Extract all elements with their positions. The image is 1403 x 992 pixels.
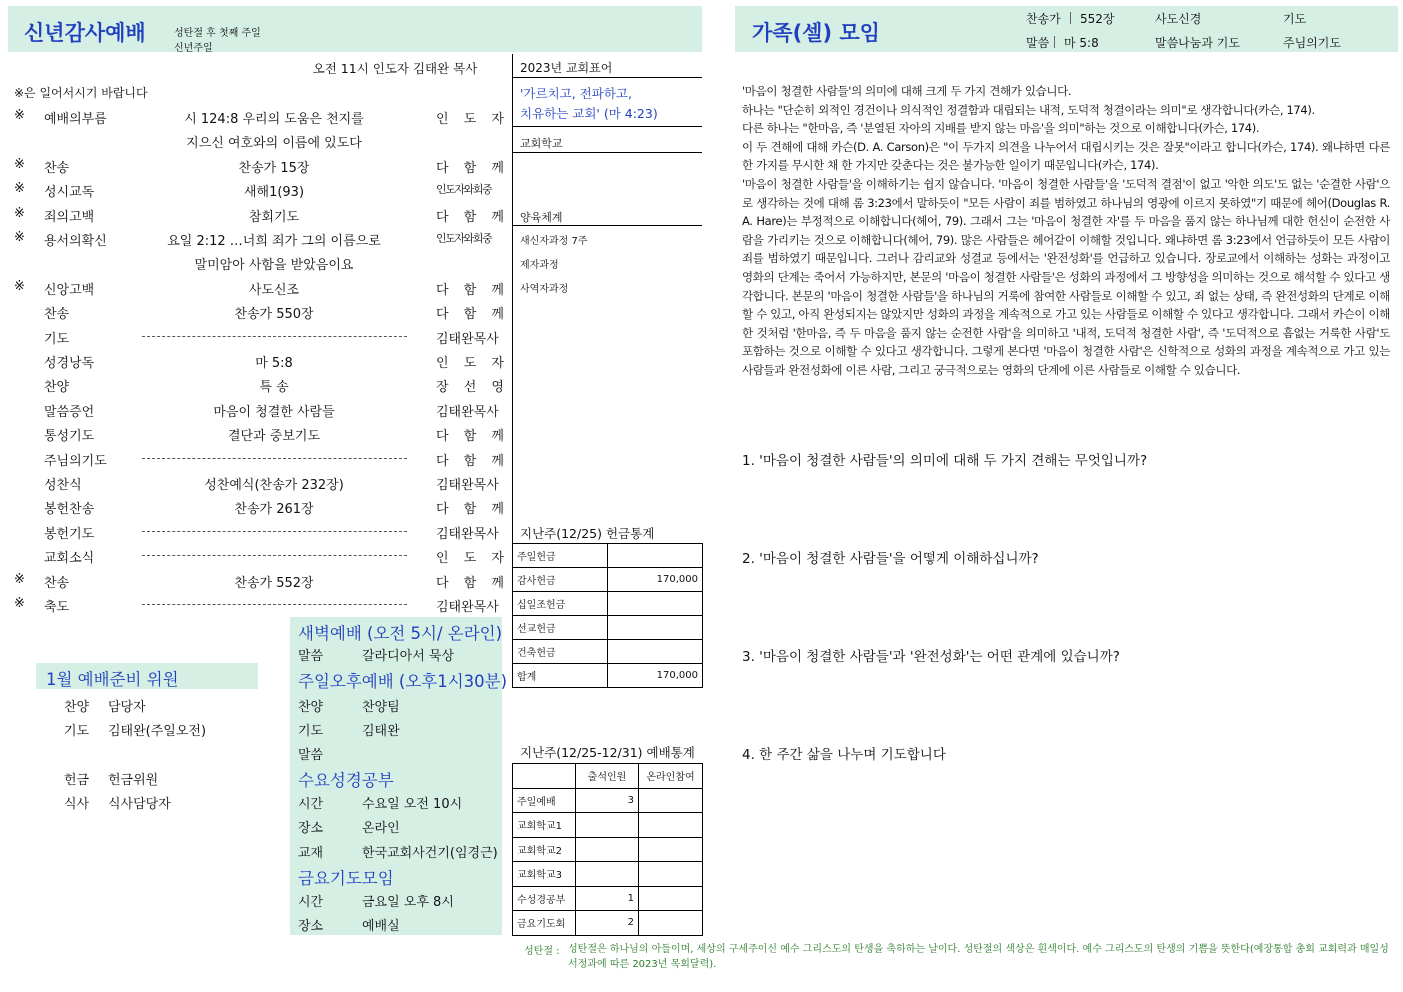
order-item-name: 성경낭독 <box>44 356 95 371</box>
lords-prayer-label: 주님의기도 <box>1283 36 1341 50</box>
order-item-content: 참회기도 <box>248 209 300 225</box>
order-item-leader: 인 도 자 <box>436 112 504 127</box>
stand-mark: ※ <box>14 108 25 123</box>
offering-label: 감사헌금 <box>513 568 608 592</box>
order-item-content: 사도신조 <box>248 282 300 298</box>
attendance-title: 지난주(12/25-12/31) 예배통계 <box>520 745 695 760</box>
order-row <box>0 153 510 178</box>
offering-table <box>512 543 703 688</box>
article-paragraph: '마음이 청결한 사람들'의 의미에 대해 크게 두 가지 견해가 있습니다. <box>742 84 1072 98</box>
attendance-label: 교회학교1 <box>513 813 576 838</box>
attendance-count: 2 <box>576 911 639 936</box>
afternoon-key: 기도 <box>298 724 324 739</box>
friday-key: 시간 <box>298 895 324 910</box>
dawn-title: 새벽예배 (오전 5시/ 온라인) <box>298 624 503 643</box>
order-row <box>0 543 510 568</box>
attendance-table <box>512 763 703 936</box>
attendance-count: 3 <box>576 788 639 813</box>
question-3: 3. '마음이 청결한 사람들'과 '완전성화'는 어떤 관계에 있습니까? <box>742 649 1120 665</box>
offering-amount <box>608 640 703 664</box>
order-item-leader: 김태완목사 <box>436 600 499 615</box>
offering-amount <box>608 616 703 640</box>
table-row <box>513 568 703 592</box>
order-item-content: 시 124:8 우리의 도움은 천지를 <box>184 112 364 127</box>
article-paragraph: 다른 하나는 "한마음, 즉 '분열된 자아의 지배를 받지 않는 마음'을 의미"하는 것으로 이해합니다(카슨, 174). <box>742 121 1260 136</box>
stand-mark: ※ <box>14 230 25 245</box>
offering-amount: 170,000 <box>608 568 703 592</box>
cell-meeting-title: 가족(셀) 모임 <box>752 21 880 45</box>
hymn-sep <box>1070 12 1071 24</box>
wednesday-key: 시간 <box>298 797 324 812</box>
prayer-label: 기도 <box>1283 12 1307 26</box>
article-paragraph: '마음이 청결한 사람들'을 이해하기는 쉽지 않습니다. '마음이 청결한 사람들'을 '도덕적 결점'이 없고 '악한 의도'도 없는 '순결한 사람'으로 생각하는 것에 대해 롬 3:23에서 말하듯이 "모든 사람이 죄를 범하였고 하나님의 영광에 이르지 못하였"기 때문에 헤어(Douglas R. A. Hare)는 부정적으로 이해합니다(헤어, 79). 그래서 그는 '마음이 청결한 자'를 두 마음을 품지 않는 하나님께 대한 헌신이 순전한 사람을 가리키는 것으로 이해합니다(헤어, 79). 많은 사람들은 헤어같이 이해할 것입니다. 왜냐하면 롬 3:23에서 언급하듯이 모든 사람이 죄를 범하였기 때문입니다. 그러나 감리교와 성결교 등에서는 '완전성화'를 언급하고 있습니다. 장로교에서 이해하는 성화는 과정이고 영화의 단계는 죽어서 가능하지만, 본문의 '마음이 청결한 사람들'은 성화의 과정에서 그 방향성을 의미하는 것으로 해석할 수 있다고 생각합니다. 본문의 '마음이 청결한 사람들'을 하나님의 거룩에 참여한 사람들로 이해할 수 있고, 죄 없는 상태, 즉 완전성화의 단계로 이해할 수 있고, 아직 완성되지는 않았지만 성화의 과정을 계속적으로 가고 있는 사람들로 이해할 수 있다고 생각합니다. 그래서 카슨이 이해한 것처럼 '한마음, 즉 두 마음을 품지 않는 순전한 사람'을 의미하고 '내적, 도덕적 청결한 사람', 즉 '도덕적으로 흠없는 거룩한 사람'도 포함하는 것으로 이해할 수 있다고 생각합니다. 그렇게 본다면 '마음이 청결한 사람'은 신학적으로 성화의 과정을 계속적으로 가고 있는 사람들과 완전성화에 이른 사람, 그리고 궁극적으로는 영화의 단계에 이른 사람들로 이해할 수 있습니다. <box>742 176 1390 377</box>
table-row <box>513 886 703 911</box>
order-item-name: 용서의확신 <box>44 234 107 249</box>
training-divider <box>512 225 702 226</box>
order-item-name: 신앙고백 <box>44 282 95 298</box>
online-count <box>639 862 703 887</box>
order-item-name: 죄의고백 <box>44 209 95 225</box>
online-count <box>639 837 703 862</box>
dashed-leader <box>142 336 407 337</box>
offering-label: 건축헌금 <box>513 640 608 664</box>
order-item-name: 성시교독 <box>44 185 95 201</box>
order-item-name: 봉헌기도 <box>44 526 95 542</box>
committee-key: 찬양 <box>64 700 90 715</box>
hymn-value: 552장 <box>1080 12 1115 26</box>
friday-key: 장소 <box>298 919 324 934</box>
order-item-content: 특 송 <box>259 380 289 396</box>
column-divider <box>512 54 513 616</box>
course-item: 사역자과정 <box>520 284 569 295</box>
online-count <box>639 911 703 936</box>
order-item-content: 찬송가 261장 <box>234 502 314 518</box>
committee-value: 담당자 <box>108 700 146 715</box>
order-item-name: 기도 <box>44 331 70 347</box>
page-title: 신년감사예배 <box>24 21 146 45</box>
order-item-leader: 김태완목사 <box>436 526 499 542</box>
order-item-content: 찬송가 15장 <box>238 160 310 176</box>
order-row <box>0 177 510 202</box>
attendance-count: 1 <box>576 886 639 911</box>
order-item-name: 찬양 <box>44 380 70 396</box>
offering-amount: 170,000 <box>608 664 703 688</box>
attendance-count <box>576 837 639 862</box>
course-item: 제자과정 <box>520 260 559 271</box>
table-row <box>513 862 703 887</box>
sharing-label: 말씀나눔과 기도 <box>1155 36 1240 50</box>
committee-value: 헌금위원 <box>108 773 159 788</box>
motto-line-1: '가르치고, 전파하고, <box>520 86 632 101</box>
question-1: 1. '마음이 청결한 사람들'의 의미에 대해 두 가지 견해는 무엇입니까? <box>742 453 1148 469</box>
committee-value: 식사담당자 <box>108 797 171 812</box>
order-item-leader: 다 함 께 <box>436 575 504 591</box>
friday-value: 금요일 오후 8시 <box>362 895 454 910</box>
dawn-value: 갈라디아서 묵상 <box>362 649 455 664</box>
order-row <box>0 372 510 397</box>
order-row <box>0 519 510 544</box>
article-body <box>742 82 1390 380</box>
article-paragraph: 이 두 견해에 대해 카슨(D. A. Carson)은 "이 두가지 의견을 나누어서 대립시키는 것은 잘못"이라고 합니다(카슨, 174). 왜냐하면 다른 한 가지를 무시한 채 한 가지만 갖춘다는 것은 불가능한 일이기 때문입니다(카슨, 174). <box>742 139 1390 173</box>
order-row <box>0 128 510 153</box>
table-row <box>513 813 703 838</box>
committee-key: 기도 <box>64 724 90 739</box>
table-row <box>513 664 703 688</box>
table-row <box>513 788 703 813</box>
order-row <box>0 470 510 495</box>
table-row <box>513 544 703 568</box>
order-item-name: 축도 <box>44 600 70 615</box>
order-item-leader: 다 함 께 <box>436 453 504 469</box>
service-time: 오전 11시 인도자 김태완 목사 <box>312 61 478 76</box>
word-value: 마 5:8 <box>1064 36 1099 50</box>
wednesday-key: 장소 <box>298 821 324 836</box>
order-item-leader: 김태완목사 <box>436 478 499 493</box>
hymn-label: 찬송가 <box>1026 12 1061 26</box>
order-row <box>0 421 510 446</box>
word-sep <box>1054 36 1055 48</box>
order-item-leader: 다 함 께 <box>436 209 504 225</box>
online-count <box>639 886 703 911</box>
order-item-name: 교회소식 <box>44 551 95 567</box>
order-row <box>0 592 510 617</box>
friday-title: 금요기도모임 <box>298 869 394 888</box>
order-item-leader: 김태완목사 <box>436 404 499 420</box>
attendance-label: 교회학교3 <box>513 862 576 887</box>
order-item-leader: 다 함 께 <box>436 307 504 323</box>
committee-key: 식사 <box>64 797 90 812</box>
offering-label: 십일조헌금 <box>513 592 608 616</box>
order-row <box>0 299 510 324</box>
creed-label: 사도신경 <box>1155 12 1202 26</box>
dashed-leader <box>142 458 407 459</box>
order-item-leader: 인도자와회중 <box>436 183 492 197</box>
footer-text: 성탄절은 하나님의 아들이며, 세상의 구세주이신 예수 그리스도의 탄생을 축하하는 날이다. 성탄절의 색상은 흰색이다. 예수 그리스도의 탄생의 기쁨을 뜻한다(예장통합 총회 교회력과 매일성서정과에 따른 2023년 목회달력). <box>568 944 1389 970</box>
order-row <box>0 324 510 349</box>
stand-mark: ※ <box>14 181 25 197</box>
motto-title: 2023년 교회표어 <box>520 61 613 75</box>
dashed-leader <box>142 555 407 556</box>
attendance-label: 주일예배 <box>513 788 576 813</box>
school-divider <box>512 152 702 153</box>
table-row <box>513 911 703 936</box>
order-item-leader: 다 함 께 <box>436 160 504 176</box>
stand-mark: ※ <box>14 205 25 221</box>
stand-mark: ※ <box>14 596 25 611</box>
order-item-content: 찬송가 550장 <box>234 307 314 323</box>
order-row <box>0 568 510 593</box>
dashed-leader <box>142 531 407 532</box>
order-item-leader: 인 도 자 <box>436 356 504 371</box>
order-item-content: 요일 2:12 …너희 죄가 그의 이름으로 <box>167 234 381 249</box>
order-item-content: 찬송가 552장 <box>234 575 314 591</box>
order-item-name: 주님의기도 <box>44 453 107 469</box>
motto-divider <box>512 77 702 78</box>
table-row <box>513 640 703 664</box>
article-paragraph: 하나는 "단순히 외적인 경건이나 의식적인 정결함과 대립되는 내적, 도덕적 청결이라는 의미"로 생각합니다(카슨, 174). <box>742 102 1315 117</box>
stand-mark: ※ <box>14 156 25 172</box>
offering-label: 선교헌금 <box>513 616 608 640</box>
order-row <box>0 104 510 129</box>
attendance-count <box>576 813 639 838</box>
table-row <box>513 837 703 862</box>
wednesday-value: 수요일 오전 10시 <box>362 797 463 812</box>
order-item-content: 결단과 중보기도 <box>227 429 321 445</box>
wednesday-key: 교재 <box>298 846 324 861</box>
stand-mark: ※ <box>14 278 25 294</box>
order-row <box>0 202 510 227</box>
wednesday-value: 한국교회사건기(임경근) <box>362 846 498 861</box>
afternoon-key: 찬양 <box>298 700 324 715</box>
order-item-leader: 김태완목사 <box>436 331 499 347</box>
col-header-online: 온라인참여 <box>639 764 703 789</box>
order-item-content: 말미암아 사함을 받았음이요 <box>194 258 354 274</box>
committee-value: 김태완(주일오전) <box>108 724 207 739</box>
wednesday-value: 온라인 <box>362 821 400 836</box>
attendance-label: 수성경공부 <box>513 886 576 911</box>
online-count <box>639 813 703 838</box>
attendance-label: 금요기도회 <box>513 911 576 936</box>
order-row <box>0 348 510 373</box>
order-item-name: 성찬식 <box>44 478 82 493</box>
training-label: 양육체계 <box>520 211 563 224</box>
order-item-leader: 다 함 께 <box>436 282 504 298</box>
order-item-name: 봉헌찬송 <box>44 502 95 518</box>
dawn-key: 말씀 <box>298 649 324 664</box>
attendance-count <box>576 862 639 887</box>
order-row <box>0 446 510 471</box>
church-school-label: 교회학교 <box>520 137 563 150</box>
table-row <box>513 592 703 616</box>
order-row <box>0 250 510 275</box>
header-subtitle-1: 성탄절 후 첫째 주일 <box>174 28 261 39</box>
col-header-attendance: 출석인원 <box>576 764 639 789</box>
order-item-leader: 다 함 께 <box>436 429 504 445</box>
friday-value: 예배실 <box>362 919 400 934</box>
offering-title: 지난주(12/25) 헌금통계 <box>520 526 655 541</box>
question-4: 4. 한 주간 삶을 나누며 기도합니다 <box>742 747 946 763</box>
wednesday-title: 수요성경공부 <box>298 771 394 790</box>
course-item: 새신자과정 7주 <box>520 236 588 247</box>
stand-note: ※은 일어서시기 바랍니다 <box>14 86 148 100</box>
afternoon-title: 주일오후예배 (오후1시30분) <box>298 672 508 691</box>
afternoon-value: 김태완 <box>362 724 400 739</box>
attendance-label: 교회학교2 <box>513 837 576 862</box>
order-item-content: 마음이 청결한 사람들 <box>213 404 335 420</box>
offering-amount <box>608 544 703 568</box>
order-row <box>0 397 510 422</box>
order-item-name: 말씀증언 <box>44 404 95 420</box>
word-label: 말씀 <box>1026 36 1050 50</box>
order-row <box>0 226 510 251</box>
afternoon-key: 말씀 <box>298 748 324 763</box>
order-row <box>0 494 510 519</box>
motto-line-2: 치유하는 교회' (마 4:23) <box>520 106 658 121</box>
table-row <box>513 616 703 640</box>
order-item-name: 찬송 <box>44 575 70 591</box>
motto-divider-2 <box>512 126 702 127</box>
committee-key: 헌금 <box>64 773 90 788</box>
header-subtitle-2: 신년주일 <box>174 43 213 54</box>
order-item-leader: 장 선 영 <box>436 380 504 396</box>
order-item-name: 찬송 <box>44 160 70 176</box>
offering-label: 합계 <box>513 664 608 688</box>
afternoon-value: 찬양팀 <box>362 700 400 715</box>
dashed-leader <box>142 604 407 605</box>
order-row <box>0 275 510 300</box>
stand-mark: ※ <box>14 571 25 587</box>
order-item-name: 찬송 <box>44 307 70 323</box>
order-item-content: 마 5:8 <box>255 356 293 371</box>
order-item-leader: 인 도 자 <box>436 551 504 567</box>
order-item-name: 예배의부름 <box>44 112 107 127</box>
order-item-content: 지으신 여호와의 이름에 있도다 <box>186 136 362 152</box>
offering-amount <box>608 592 703 616</box>
order-item-leader: 인도자와회중 <box>436 232 492 245</box>
order-item-leader: 다 함 께 <box>436 502 504 518</box>
question-2: 2. '마음이 청결한 사람들'을 어떻게 이해하십니까? <box>742 551 1039 567</box>
online-count <box>639 788 703 813</box>
offering-label: 주일헌금 <box>513 544 608 568</box>
order-item-name: 통성기도 <box>44 429 95 445</box>
committee-title: 1월 예배준비 위원 <box>46 670 179 689</box>
order-item-content: 새해1(93) <box>243 185 305 201</box>
footer-label: 성탄절 : <box>524 946 560 957</box>
order-item-content: 성찬예식(찬송가 232장) <box>204 478 344 493</box>
